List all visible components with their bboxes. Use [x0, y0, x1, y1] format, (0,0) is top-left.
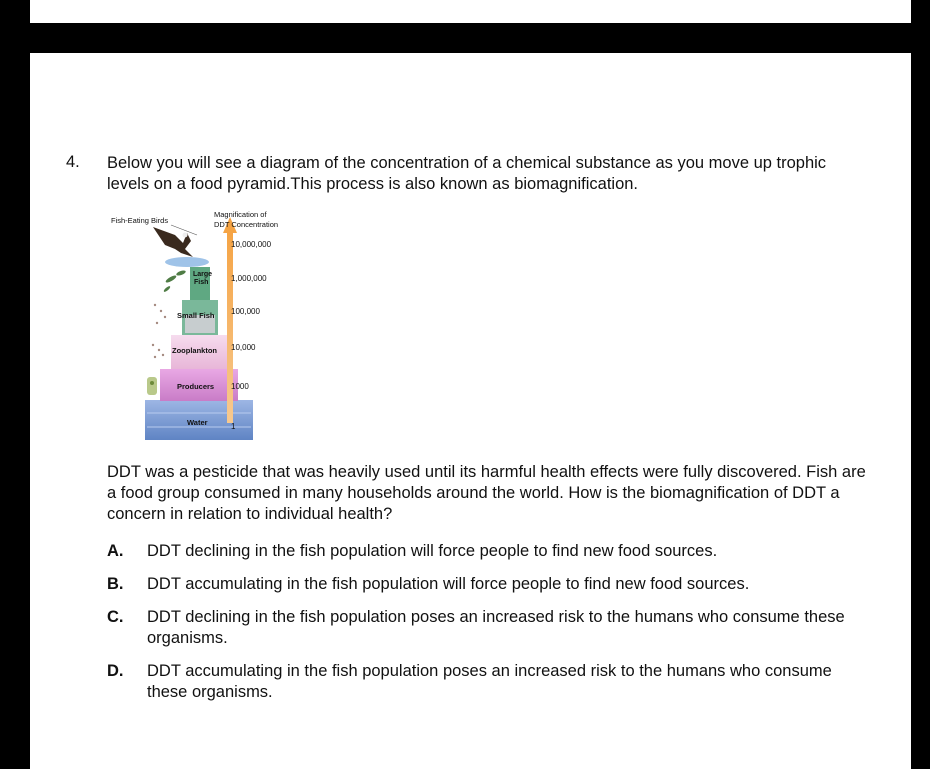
- plant-icon: [147, 377, 157, 395]
- biomagnification-diagram: [105, 205, 305, 445]
- producers-label: Producers: [177, 382, 215, 391]
- concentration-label: 1: [231, 422, 236, 431]
- fish-eating-bird-icon: [153, 227, 193, 257]
- question-number: 4.: [66, 153, 80, 171]
- choice-text: DDT accumulating in the fish population will force people to find new food sources.: [147, 575, 750, 593]
- concentration-label: 1000: [231, 382, 249, 391]
- zooplankton-label: Zooplankton: [172, 346, 217, 355]
- choice-text: DDT accumulating in the fish population poses an increased risk to the humans who consume these organisms.: [147, 662, 832, 701]
- water-label: Water: [187, 418, 208, 427]
- plankton-icons: [152, 304, 166, 358]
- question-intro: Below you will see a diagram of the concentration of a chemical substance as you move up trophic levels on a food pyramid.This process is also known as biomagnification.: [107, 154, 827, 193]
- small-fish-label: Small Fish: [177, 311, 215, 320]
- choice-letter: D.: [107, 662, 124, 680]
- concentration-label: 10,000: [231, 343, 256, 352]
- fish-icons: [163, 269, 186, 292]
- large-fish-label-line2: Fish: [194, 279, 209, 286]
- choice-text: DDT declining in the fish population will force people to find new food sources.: [147, 542, 718, 560]
- magnification-title-line2: DDT Concentration: [214, 220, 279, 229]
- choice-b[interactable]: [107, 574, 867, 595]
- page-top-strip: [30, 0, 911, 23]
- answer-choices: [107, 541, 867, 703]
- magnification-title-line1: Magnification of: [214, 210, 267, 219]
- concentration-label: 1,000,000: [231, 274, 267, 283]
- concentration-label: 100,000: [231, 307, 260, 316]
- choice-letter: C.: [107, 608, 124, 626]
- large-fish-label-line1: Large: [193, 271, 213, 278]
- choice-letter: A.: [107, 542, 124, 560]
- choice-text: DDT declining in the fish population poses an increased risk to the humans who consume these organisms.: [147, 608, 845, 647]
- fish-eating-birds-label: Fish-Eating Birds: [111, 216, 169, 225]
- question-body: DDT was a pesticide that was heavily used until its harmful health effects were fully discovered. Fish are a food group consumed in many households around the world. How is the biomagnification of DDT a concern in relation to individual health?: [107, 463, 866, 523]
- choice-d[interactable]: [107, 661, 867, 703]
- concentration-label: 10,000,000: [231, 240, 272, 249]
- choice-c[interactable]: [107, 607, 867, 649]
- choice-letter: B.: [107, 575, 124, 593]
- choice-a[interactable]: [107, 541, 867, 562]
